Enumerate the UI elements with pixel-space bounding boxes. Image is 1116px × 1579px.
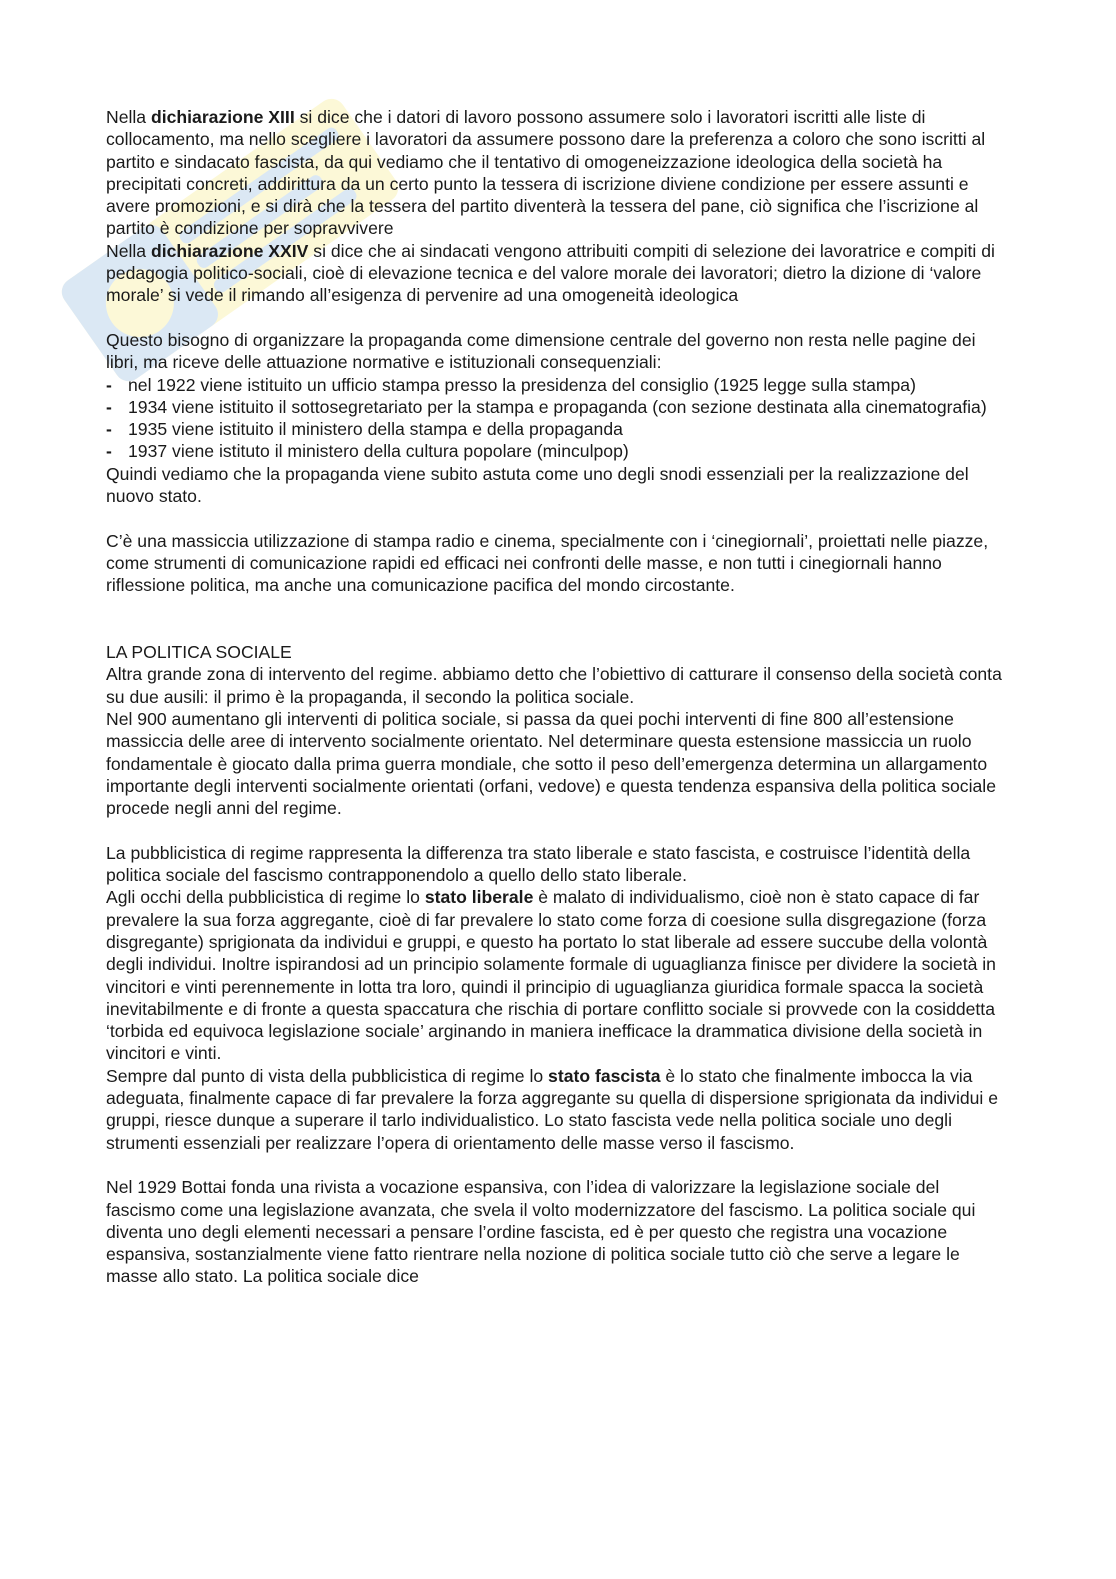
list-item xyxy=(106,440,1012,462)
paragraph-stato-fascista xyxy=(106,1065,1012,1154)
text-segment: Nella xyxy=(106,240,151,261)
text-segment: Agli occhi della pubblicistica di regime lo xyxy=(106,887,425,908)
text-segment: è lo stato che finalmente imbocca la via adeguata, finalmente capace di far prevalere la forza aggregante su quella di dispersione sprigionata da individui e gruppi, riesce dunque a superare il tarlo individualistico. Lo stato fascista vede nella politica sociale uno degli strumenti essenziali per realizzare l’opera di orientamento delle masse verso il fascismo. xyxy=(106,1065,998,1153)
bold-term: dichiarazione XIII xyxy=(150,107,295,127)
bullet-dash: - xyxy=(106,419,112,440)
paragraph-spacer xyxy=(106,1154,1012,1176)
list-item xyxy=(106,396,1012,418)
section-heading: LA POLITICA SOCIALE xyxy=(106,642,292,663)
paragraph-bottai: Nel 1929 Bottai fonda una rivista a vocazione espansiva, con l’idea di valorizzare la legislazione sociale del fascismo come una legislazione avanzata, che svela il volto modernizzatore del fascismo. La politica sociale qui diventa uno degli elementi necessari a pensare l’ordine fascista, ed è per questo che registra una vocazione espansiva, sostanzialmente viene fatto rientrare nella nozione di politica sociale tutto ciò che serve a legare le masse allo stato. La politica sociale dice xyxy=(106,1177,976,1287)
paragraph-900-interventi: Nel 900 aumentano gli interventi di politica sociale, si passa da quei pochi interventi di fine 800 all’estensione massiccia delle aree di intervento socialmente orientato. Nel determinare questa estensione massiccia un ruolo fondamentale è giocato dalla prima guerra mondiale, che sotto il peso dell’emergenza determina un allargamento importante degli interventi socialmente orientati (orfani, vedove) e questa tendenza espansiva della politica sociale procede negli anni del regime. xyxy=(106,709,996,819)
paragraph-stato-liberale xyxy=(106,886,1012,1064)
list-item xyxy=(106,418,1012,440)
propaganda-bullet-list xyxy=(106,374,1012,463)
document-page xyxy=(106,106,1012,1288)
paragraph-pubblicistica: La pubblicistica di regime rappresenta la differenza tra stato liberale e stato fascista, e costruisce l’identità della politica sociale del fascismo contrapponendolo a quello dello stato liberale. xyxy=(106,842,971,886)
paragraph-spacer xyxy=(106,507,1012,529)
list-item-text: 1935 viene istituito il ministero della stampa e della propaganda xyxy=(128,419,623,440)
bold-term: stato liberale xyxy=(424,887,534,908)
paragraph-propaganda: Questo bisogno di organizzare la propaganda come dimensione centrale del governo non resta nelle pagine dei libri, ma riceve delle attuazione normative e istituzionali consequenziali: xyxy=(106,329,976,373)
paragraph-intervento-regime: Altra grande zona di intervento del regime. abbiamo detto che l’obiettivo di catturare il consenso della società conta su due ausili: il primo è la propaganda, il secondo la politica sociale. xyxy=(106,664,1002,707)
list-item xyxy=(106,374,1012,396)
list-item-text: nel 1922 viene istituito un ufficio stampa presso la presidenza del consiglio (1925 legge sulla stampa) xyxy=(128,374,916,395)
paragraph-dichiarazione-xiii xyxy=(106,106,1012,240)
text-segment: si dice che i datori di lavoro possono assumere solo i lavoratori iscritti alle liste di collocamento, ma nello scegliere i lavoratori da assumere possono dare la preferenza a coloro che sono iscritti al partito e sindacato fascista, da qui vediamo che il tentativo di omogeneizzazione ideologica della società ha precipitati concreti, addirittura da un certo punto la tessera di iscrizione diviene condizione per essere assunti e avere promozioni, e si dirà che la tessera del partito diventerà la tessera del pane, ciò significa che l’iscrizione al partito è condizione per sopravvivere xyxy=(106,107,986,239)
bold-term: stato fascista xyxy=(548,1065,661,1086)
text-segment: Sempre dal punto di vista della pubblicistica di regime lo xyxy=(106,1065,549,1086)
paragraph-propaganda-conclusion: Quindi vediamo che la propaganda viene subito astuta come uno degli snodi essenziali per la realizzazione del nuovo stato. xyxy=(106,463,969,507)
bold-term: dichiarazione XXIV xyxy=(150,240,309,261)
text-segment: si dice che ai sindacati vengono attribuiti compiti di selezione dei lavoratrice e compiti di pedagogia politico-sociali, cioè di elevazione tecnica e del valore morale dei lavoratori; dietro la dizione di ‘valore morale’ si vede il rimando all’esigenza di pervenire ad una omogeneità ideologica xyxy=(106,240,995,306)
bullet-dash: - xyxy=(106,374,112,395)
text-segment: è malato di individualismo, cioè non è stato capace di far prevalere la sua forza aggregante, cioè di far prevalere lo stato come forza di coesione sulla disgregazione (forza disgregante) sprigionata da individui e gruppi, e questo ha portato lo stat liberale ad essere succube della volontà degli individui. Inoltre ispirandosi ad un principio solamente formale di uguaglianza finisce per dividere la società in vincitori e vinti perennemente in lotta tra loro, quindi il principio di uguaglianza giuridica formale spacca la società inevitabilmente e di fronte a questa spaccatura che rischia di portare conflitto sociale si provvede con la cosiddetta ‘torbida ed equivoca legislazione sociale’ arginando in maniera inefficace la drammatica divisione della società in vincitori e vinti. xyxy=(106,887,996,1064)
list-item-text: 1937 viene istituto il ministero della cultura popolare (minculpop) xyxy=(128,441,629,462)
bullet-dash: - xyxy=(106,441,112,462)
section-spacer xyxy=(106,597,1012,642)
paragraph-cinegiornali: C’è una massiccia utilizzazione di stampa radio e cinema, specialmente con i ‘cinegiornali’, proiettati nelle piazze, come strumenti di comunicazione rapidi ed efficaci nei confronti delle masse, e non tutti i cinegiornali hanno riflessione politica, ma anche una comunicazione pacifica del mondo circostante. xyxy=(106,530,989,596)
list-item-text: 1934 viene istituito il sottosegretariato per la stampa e propaganda (con sezione destinata alla cinematografia) xyxy=(128,396,987,417)
text-segment: Nella xyxy=(106,107,151,127)
bullet-dash: - xyxy=(106,396,112,417)
paragraph-spacer xyxy=(106,820,1012,842)
paragraph-dichiarazione-xxiv xyxy=(106,240,1012,307)
paragraph-spacer xyxy=(106,307,1012,329)
